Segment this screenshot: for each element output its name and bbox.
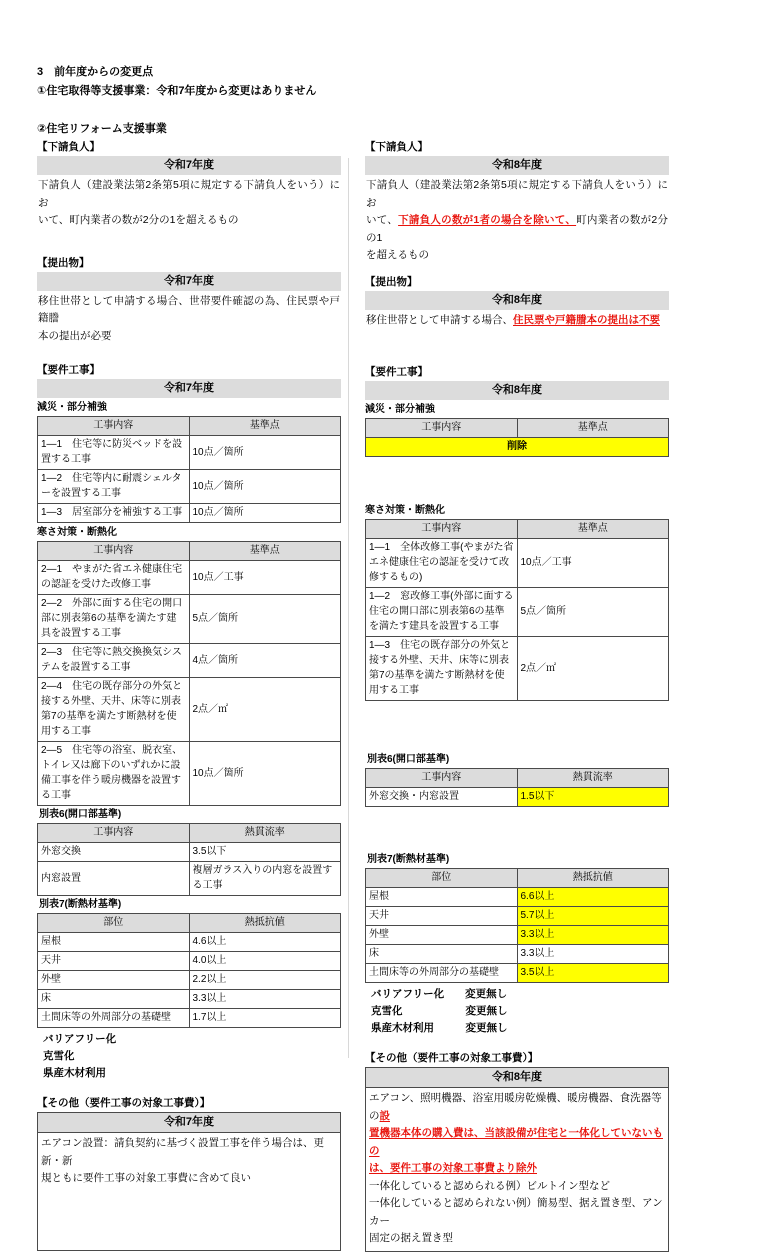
cell-deleted-notice: 削除 [366,438,669,457]
label-group2-next: 寒さ対策・断熱化 [365,505,445,516]
note-line [369,1125,665,1160]
table-row [366,907,669,926]
table-row [38,843,341,862]
subcontractor-prev-line2: いて、町内業者の数が2分の1を超えるもの [38,214,239,226]
cell-part: 天井 [366,907,518,926]
extra-item: 克雪化 変更無し [371,1005,508,1017]
note-black-part: エアコン、照明機器、浴室用暖房乾燥機、暖房機器、食洗器等の [369,1092,662,1122]
label-required-works-prev: 【要件工事】 [37,364,100,376]
cell-value: 複層ガラス入りの内窓を設置する工事 [189,862,341,896]
col-header-work: 工事内容 [366,520,518,539]
label-required-works-next: 【要件工事】 [365,366,428,378]
cell-points: 10点／工事 [189,561,341,595]
submission-prev-line1: 移住世帯として申請する場合、世帯要件確認の為、住民票や戸籍謄 [38,294,340,324]
table-row [366,964,669,983]
cell-work: 2―4 住宅の既存部分の外気と接する外壁、天井、床等に別表第7の基準を満たす断熱材を使用する工事 [38,678,190,742]
cell-work: 2―5 住宅等の浴室、脱衣室、トイレ又は廊下のいずれかに設備工事を伴う暖房機器を設置する工事 [38,742,190,806]
table-row [38,644,341,678]
cell-value: 3.3以上 [517,926,669,945]
heading-item-1: ①住宅取得等支援事業：令和7年度から変更はありません [37,85,317,97]
note-line [369,1090,665,1125]
col-header-work: 工事内容 [366,419,518,438]
cell-part: 土間床等の外周部分の基礎壁 [38,1009,190,1028]
table-row [38,470,341,504]
cell-work: 1―1 全体改修工事(やまがた省エネ健康住宅の認証を受けて改修するもの) [366,539,518,588]
table-row-deleted [366,438,669,457]
table6-prev [37,823,341,896]
year-bar-prev-subcontractor: 令和7年度 [37,156,341,175]
col-header-points: 基準点 [189,542,341,561]
col-header-points: 基準点 [189,417,341,436]
table-header-row [366,419,669,438]
table-row [366,788,669,807]
cell-value: 3.5以上 [517,964,669,983]
table7-next [365,868,669,983]
table-row [366,888,669,907]
table-row [38,436,341,470]
extra-item: 県産木材利用 変更無し [371,1022,508,1034]
label-table7-next: 別表7(断熱材基準) [367,854,450,865]
cell-value: 3.3以上 [517,945,669,964]
cell-value: 1.5以下 [517,788,669,807]
label-table6-next: 別表6(開口部基準) [367,754,450,765]
table-row [366,945,669,964]
subcontractor-next-line3: を超えるもの [366,249,429,261]
heading-item-2: ②住宅リフォーム支援事業 [37,123,167,135]
heading-title: 前年度からの変更点 [54,66,154,78]
extra-item: バリアフリー化 変更無し [371,988,508,1000]
note-line: 一体化していると認められない例）簡易型、据え置き型、アンカー [369,1197,663,1227]
table-header-row [366,869,669,888]
label-subcontractor-next: 【下請負人】 [365,141,428,153]
table-header-row [366,769,669,788]
subcontractor-prev-line1: 下請負人（建設業法第2条第5項に規定する下請負人をいう）にお [38,179,340,209]
col-header-work: 工事内容 [38,824,190,843]
note-red-part: 設 [379,1109,390,1122]
year-bar-prev-other: 令和7年度 [37,1112,341,1133]
cell-work: 2―3 住宅等に熱交換換気システムを設置する工事 [38,644,190,678]
label-subcontractor-prev: 【下請負人】 [37,141,100,153]
table-header-row [38,417,341,436]
table-row [38,990,341,1009]
cell-part: 床 [366,945,518,964]
table-row [38,678,341,742]
label-submission-next: 【提出物】 [365,275,418,288]
cell-value: 3.3以上 [189,990,341,1009]
cell-work: 外窓交換・内窓設置 [366,788,518,807]
year-bar-next-submission: 令和8年度 [365,291,669,310]
label-other-next: 【その他（要件工事の対象工事費）】 [365,1052,539,1064]
column-next-year [365,140,669,1252]
note-red-part: 置機器本体の購入費は、当該設備が住宅と一体化していないもの [369,1127,663,1157]
column-previous-year [37,140,341,1251]
subcontractor-next-line2b: 町内業者の数が2分の1 [366,214,668,244]
col-header-work: 工事内容 [38,542,190,561]
subcontractor-next-change: 下請負人の数が1者の場合を除いて、 [398,214,577,226]
table-row [366,926,669,945]
table-header-row [38,914,341,933]
col-header-part: 部位 [38,914,190,933]
note-line [369,1160,665,1178]
text-subcontractor-next [365,175,669,265]
col-header-resistance: 熱抵抗値 [517,869,669,888]
cell-points: 10点／箇所 [189,470,341,504]
table-row [38,561,341,595]
subcontractor-next-line2a: いて、 [366,214,399,226]
table-row [38,595,341,644]
col-header-points: 基準点 [517,419,669,438]
col-header-part: 部位 [366,869,518,888]
note-box-next [365,1088,669,1252]
year-bar-prev-required-works: 令和7年度 [37,379,341,398]
table-row [38,952,341,971]
label-table6-prev: 別表6(開口部基準) [39,809,122,820]
col-header-thermal: 熱貫流率 [517,769,669,788]
cell-points: 10点／箇所 [189,504,341,523]
text-subcontractor-prev [37,175,341,230]
cell-points: 2点／㎡ [517,637,669,701]
note-line: 一体化していると認められる例）ビルトイン型など [369,1179,610,1192]
cell-points: 10点／工事 [517,539,669,588]
note-line: 規ともに要件工事の対象工事費に含めて良い [41,1172,251,1184]
heading-number: 3 [37,66,44,78]
cell-part: 屋根 [366,888,518,907]
label-submission-prev: 【提出物】 [37,256,90,269]
cell-work: 1―2 住宅等内に耐震シェルターを設置する工事 [38,470,190,504]
table-required-works-group1-next [365,418,669,457]
cell-points: 5点／箇所 [517,588,669,637]
table-header-row [38,542,341,561]
cell-value: 6.6以上 [517,888,669,907]
table6-next [365,768,669,807]
col-header-thermal: 熱貫流率 [189,824,341,843]
cell-part: 床 [38,990,190,1009]
cell-part: 外壁 [38,971,190,990]
col-header-work: 工事内容 [38,417,190,436]
cell-work: 1―1 住宅等に防災ベッドを設置する工事 [38,436,190,470]
cell-value: 4.6以上 [189,933,341,952]
table-row [38,862,341,896]
cell-part: 屋根 [38,933,190,952]
submission-next-change: 住民票や戸籍謄本の提出は不要 [513,313,660,326]
extra-items-prev [37,1031,341,1082]
extra-items-next [365,986,669,1037]
table-row [38,742,341,806]
table-row [38,933,341,952]
table-required-works-group2-next [365,519,669,701]
cell-work: 2―2 外部に面する住宅の開口部に別表第6の基準を満たす建具を設置する工事 [38,595,190,644]
extra-item: 克雪化 [43,1050,75,1062]
year-bar-next-required-works: 令和8年度 [365,381,669,400]
cell-work: 1―3 住宅の既存部分の外気と接する外壁、天井、床等に別表第7の基準を満たす断熱材を使用する工事 [366,637,518,701]
cell-points: 2点／㎡ [189,678,341,742]
label-group1-prev: 減災・部分補強 [37,402,107,413]
cell-part: 土間床等の外周部分の基礎壁 [366,964,518,983]
year-bar-next-other: 令和8年度 [365,1067,669,1088]
submission-prev-line2: 本の提出が必要 [38,329,112,342]
cell-work: 内窓設置 [38,862,190,896]
cell-points: 10点／箇所 [189,742,341,806]
cell-value: 5.7以上 [517,907,669,926]
table-row [38,1009,341,1028]
cell-part: 天井 [38,952,190,971]
table-row [366,539,669,588]
label-group2-prev: 寒さ対策・断熱化 [37,527,117,538]
cell-work: 1―3 居室部分を補強する工事 [38,504,190,523]
col-header-work: 工事内容 [366,769,518,788]
cell-points: 10点／箇所 [189,436,341,470]
cell-value: 3.5以下 [189,843,341,862]
note-red-part: は、要件工事の対象工事費より除外 [369,1162,537,1174]
cell-part: 外壁 [366,926,518,945]
cell-value: 4.0以上 [189,952,341,971]
cell-points: 5点／箇所 [189,595,341,644]
label-other-prev: 【その他（要件工事の対象工事費）】 [37,1097,211,1109]
extra-item: バリアフリー化 [43,1033,117,1045]
col-header-points: 基準点 [517,520,669,539]
table-row [38,971,341,990]
cell-value: 2.2以上 [189,971,341,990]
col-header-resistance: 熱抵抗値 [189,914,341,933]
table-row [366,588,669,637]
label-table7-prev: 別表7(断熱材基準) [39,899,122,910]
text-submission-next [365,310,669,330]
cell-work: 2―1 やまがた省エネ健康住宅の認証を受けた改修工事 [38,561,190,595]
note-line: エアコン設置：請負契約に基づく設置工事を伴う場合は、更新・新 [41,1137,324,1167]
cell-points: 4点／箇所 [189,644,341,678]
submission-next-line1: 移住世帯として申請する場合、 [366,313,513,326]
label-group1-next: 減災・部分補強 [365,404,435,415]
cell-value: 1.7以上 [189,1009,341,1028]
table-required-works-group1-prev [37,416,341,523]
extra-item: 県産木材利用 [43,1067,106,1079]
table7-prev [37,913,341,1028]
cell-work: 1―2 窓改修工事(外部に面する住宅の開口部に別表第6の基準を満たす建具を設置する工事 [366,588,518,637]
note-line: 固定の据え置き型 [369,1232,453,1244]
table-required-works-group2-prev [37,541,341,806]
subcontractor-next-line1: 下請負人（建設業法第2条第5項に規定する下請負人をいう）にお [366,179,668,209]
note-box-prev [37,1133,341,1251]
year-bar-next-subcontractor: 令和8年度 [365,156,669,175]
text-submission-prev [37,291,341,346]
cell-work: 外窓交換 [38,843,190,862]
table-header-row [38,824,341,843]
table-row [38,504,341,523]
table-header-row [366,520,669,539]
year-bar-prev-submission: 令和7年度 [37,272,341,291]
table-row [366,637,669,701]
